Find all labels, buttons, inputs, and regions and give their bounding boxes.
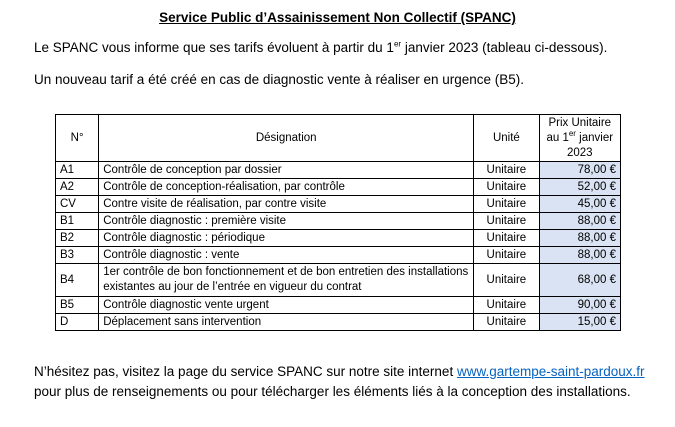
row-price: 88,00 € [539,213,620,230]
footer-text-start: N’hésitez pas, visitez la page du service SPANC sur notre site internet [34,364,457,379]
table-row [56,314,621,331]
header-number: N° [56,115,99,162]
header-price-line2-start: au 1 [546,131,569,144]
row-price: 78,00 € [539,162,620,179]
table-row [56,297,621,314]
intro-superscript: er [393,39,402,49]
website-link[interactable]: www.gartempe-saint-pardoux.fr [456,364,645,379]
header-unit-price [539,115,620,162]
tariff-table [55,114,621,331]
row-number: A1 [56,162,99,179]
row-designation: Contrôle diagnostic : vente [99,247,474,264]
row-designation: Contrôle diagnostic : périodique [99,230,474,247]
new-tariff-paragraph: Un nouveau tarif a été créé en cas de diagnostic vente à réaliser en urgence (B5). [34,72,525,87]
row-unit: Unitaire [474,297,539,314]
row-price: 88,00 € [539,247,620,264]
row-number: A2 [56,179,99,196]
table-row [56,179,621,196]
table-row [56,247,621,264]
row-unit: Unitaire [474,196,539,213]
table-header-row [56,115,621,162]
header-unit: Unité [474,115,539,162]
row-price: 52,00 € [539,179,620,196]
row-number: CV [56,196,99,213]
page-title: Service Public d’Assainissement Non Collectif (SPANC) [159,10,516,25]
header-price-line2-end: janvier [575,131,614,144]
header-price-superscript: er [568,128,576,138]
row-unit: Unitaire [474,162,539,179]
row-price: 15,00 € [539,314,620,331]
row-price: 90,00 € [539,297,620,314]
row-number: B4 [56,264,99,297]
row-designation: Déplacement sans intervention [99,314,474,331]
row-price: 88,00 € [539,230,620,247]
row-designation: Contre visite de réalisation, par contre visite [99,196,474,213]
intro-text-start: Le SPANC vous informe que ses tarifs évoluent à partir du 1 [34,40,394,55]
header-price-line3: 2023 [566,146,593,159]
row-number: B5 [56,297,99,314]
table-row [56,162,621,179]
footer-paragraph [34,362,654,402]
header-designation: Désignation [99,115,474,162]
row-designation: Contrôle diagnostic vente urgent [99,297,474,314]
row-designation: Contrôle de conception par dossier [99,162,474,179]
footer-text-end: pour plus de renseignements ou pour télécharger les éléments liés à la conception des installations. [34,384,631,399]
row-designation: 1er contrôle de bon fonctionnement et de bon entretien des installations existantes au jour de l’entrée en vigueur du contrat [99,264,474,297]
row-unit: Unitaire [474,264,539,297]
header-price-line1: Prix Unitaire [548,116,612,129]
table-row [56,196,621,213]
row-number: B3 [56,247,99,264]
row-designation: Contrôle de conception-réalisation, par contrôle [99,179,474,196]
table-row [56,230,621,247]
row-number: D [56,314,99,331]
row-number: B1 [56,213,99,230]
row-unit: Unitaire [474,179,539,196]
table-body [56,162,621,331]
row-unit: Unitaire [474,314,539,331]
row-unit: Unitaire [474,213,539,230]
table-row [56,213,621,230]
row-number: B2 [56,230,99,247]
intro-paragraph [34,40,607,55]
row-unit: Unitaire [474,230,539,247]
row-price: 68,00 € [539,264,620,297]
row-designation: Contrôle diagnostic : première visite [99,213,474,230]
intro-text-end: janvier 2023 (tableau ci-dessous). [401,40,608,55]
row-price: 45,00 € [539,196,620,213]
row-unit: Unitaire [474,247,539,264]
table-row [56,264,621,297]
